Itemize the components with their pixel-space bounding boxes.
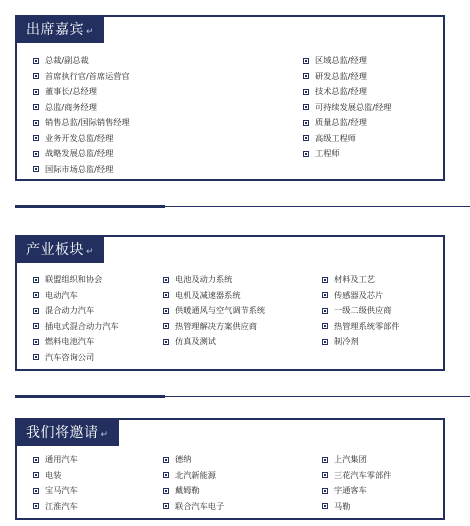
bullet-icon xyxy=(33,457,39,463)
bullet-icon xyxy=(322,292,328,298)
bullet-icon xyxy=(33,58,39,64)
list-item: 技术总监/经理 xyxy=(303,84,391,100)
guest-list-left xyxy=(33,53,130,177)
bullet-icon xyxy=(33,339,39,345)
list-item: 材料及工艺 xyxy=(322,272,400,288)
list-item: 战略发展总监/经理 xyxy=(33,146,130,162)
list-item: 德纳 xyxy=(163,452,224,468)
industry-list-left xyxy=(33,272,119,365)
list-item: 制冷剂 xyxy=(322,334,400,350)
bullet-icon xyxy=(303,151,309,157)
list-item: 国际市场总监/经理 xyxy=(33,162,130,178)
bullet-icon xyxy=(322,339,328,345)
bullet-icon xyxy=(33,151,39,157)
list-item: 业务开发总监/经理 xyxy=(33,131,130,147)
list-item: 电机及减速器系统 xyxy=(163,288,265,304)
list-item: 联盟组织和协会 xyxy=(33,272,119,288)
list-item: 研发总监/经理 xyxy=(303,69,391,85)
bullet-icon xyxy=(33,277,39,283)
industry-list-right xyxy=(322,272,400,350)
list-item: 总裁/副总裁 xyxy=(33,53,130,69)
list-item: 高级工程师 xyxy=(303,131,391,147)
list-item: 总监/商务经理 xyxy=(33,100,130,116)
list-item: 宇通客车 xyxy=(322,483,391,499)
list-item: 三花汽车零部件 xyxy=(322,468,391,484)
list-item: 混合动力汽车 xyxy=(33,303,119,319)
bullet-icon xyxy=(163,339,169,345)
list-item: 电池及动力系统 xyxy=(163,272,265,288)
bullet-icon xyxy=(33,323,39,329)
invitee-list-right xyxy=(322,452,391,514)
bullet-icon xyxy=(322,323,328,329)
list-item: 插电式混合动力汽车 xyxy=(33,319,119,335)
bullet-icon xyxy=(33,135,39,141)
list-item: 通用汽车 xyxy=(33,452,78,468)
bullet-icon xyxy=(163,488,169,494)
section-title: 出席嘉宾 ↵ xyxy=(17,17,104,43)
list-item: 可持续发展总监/经理 xyxy=(303,100,391,116)
bullet-icon xyxy=(163,503,169,509)
list-item: 北汽新能源 xyxy=(163,468,224,484)
industry-list-middle xyxy=(163,272,265,350)
list-item: 供暖通风与空气调节系统 xyxy=(163,303,265,319)
bullet-icon xyxy=(322,472,328,478)
list-item: 工程师 xyxy=(303,146,391,162)
paragraph-mark-icon: ↵ xyxy=(86,27,95,37)
paragraph-mark-icon: ↵ xyxy=(100,430,109,440)
list-item: 传感器及芯片 xyxy=(322,288,400,304)
bullet-icon xyxy=(33,73,39,79)
bullet-icon xyxy=(33,120,39,126)
section-title: 产业板块 ↵ xyxy=(17,237,104,263)
bullet-icon xyxy=(33,292,39,298)
bullet-icon xyxy=(33,166,39,172)
bullet-icon xyxy=(33,104,39,110)
list-item: 江淮汽车 xyxy=(33,499,78,515)
bullet-icon xyxy=(303,135,309,141)
bullet-icon xyxy=(322,308,328,314)
list-item: 质量总监/经理 xyxy=(303,115,391,131)
bullet-icon xyxy=(163,292,169,298)
industry-section xyxy=(15,235,445,371)
section-divider xyxy=(15,206,470,207)
list-item: 汽车咨询公司 xyxy=(33,350,119,366)
guest-list-right xyxy=(303,53,391,162)
list-item: 电装 xyxy=(33,468,78,484)
bullet-icon xyxy=(163,277,169,283)
bullet-icon xyxy=(303,104,309,110)
bullet-icon xyxy=(303,73,309,79)
bullet-icon xyxy=(33,354,39,360)
bullet-icon xyxy=(322,503,328,509)
list-item: 仿真及测试 xyxy=(163,334,265,350)
list-item: 热管理解决方案供应商 xyxy=(163,319,265,335)
list-item: 戴姆勒 xyxy=(163,483,224,499)
list-item: 电动汽车 xyxy=(33,288,119,304)
invitee-list-left xyxy=(33,452,78,514)
bullet-icon xyxy=(303,89,309,95)
list-item: 销售总监/国际销售经理 xyxy=(33,115,130,131)
bullet-icon xyxy=(163,457,169,463)
list-item: 董事长/总经理 xyxy=(33,84,130,100)
bullet-icon xyxy=(33,89,39,95)
list-item: 首席执行官/首席运营官 xyxy=(33,69,130,85)
list-item: 一级二级供应商 xyxy=(322,303,400,319)
bullet-icon xyxy=(33,308,39,314)
list-item: 上汽集团 xyxy=(322,452,391,468)
bullet-icon xyxy=(303,58,309,64)
bullet-icon xyxy=(322,277,328,283)
list-item: 燃料电池汽车 xyxy=(33,334,119,350)
bullet-icon xyxy=(322,457,328,463)
invitees-section xyxy=(15,418,445,520)
guests-section xyxy=(15,15,445,181)
list-item: 宝马汽车 xyxy=(33,483,78,499)
bullet-icon xyxy=(163,308,169,314)
list-item: 区域总监/经理 xyxy=(303,53,391,69)
section-divider xyxy=(15,396,470,397)
bullet-icon xyxy=(33,503,39,509)
bullet-icon xyxy=(322,488,328,494)
paragraph-mark-icon: ↵ xyxy=(86,247,95,257)
bullet-icon xyxy=(33,472,39,478)
bullet-icon xyxy=(303,120,309,126)
bullet-icon xyxy=(163,472,169,478)
section-title: 我们将邀请 ↵ xyxy=(17,420,119,446)
bullet-icon xyxy=(33,488,39,494)
invitee-list-middle xyxy=(163,452,224,514)
list-item: 热管理系统零部件 xyxy=(322,319,400,335)
list-item: 马勒 xyxy=(322,499,391,515)
list-item: 联合汽车电子 xyxy=(163,499,224,515)
bullet-icon xyxy=(163,323,169,329)
